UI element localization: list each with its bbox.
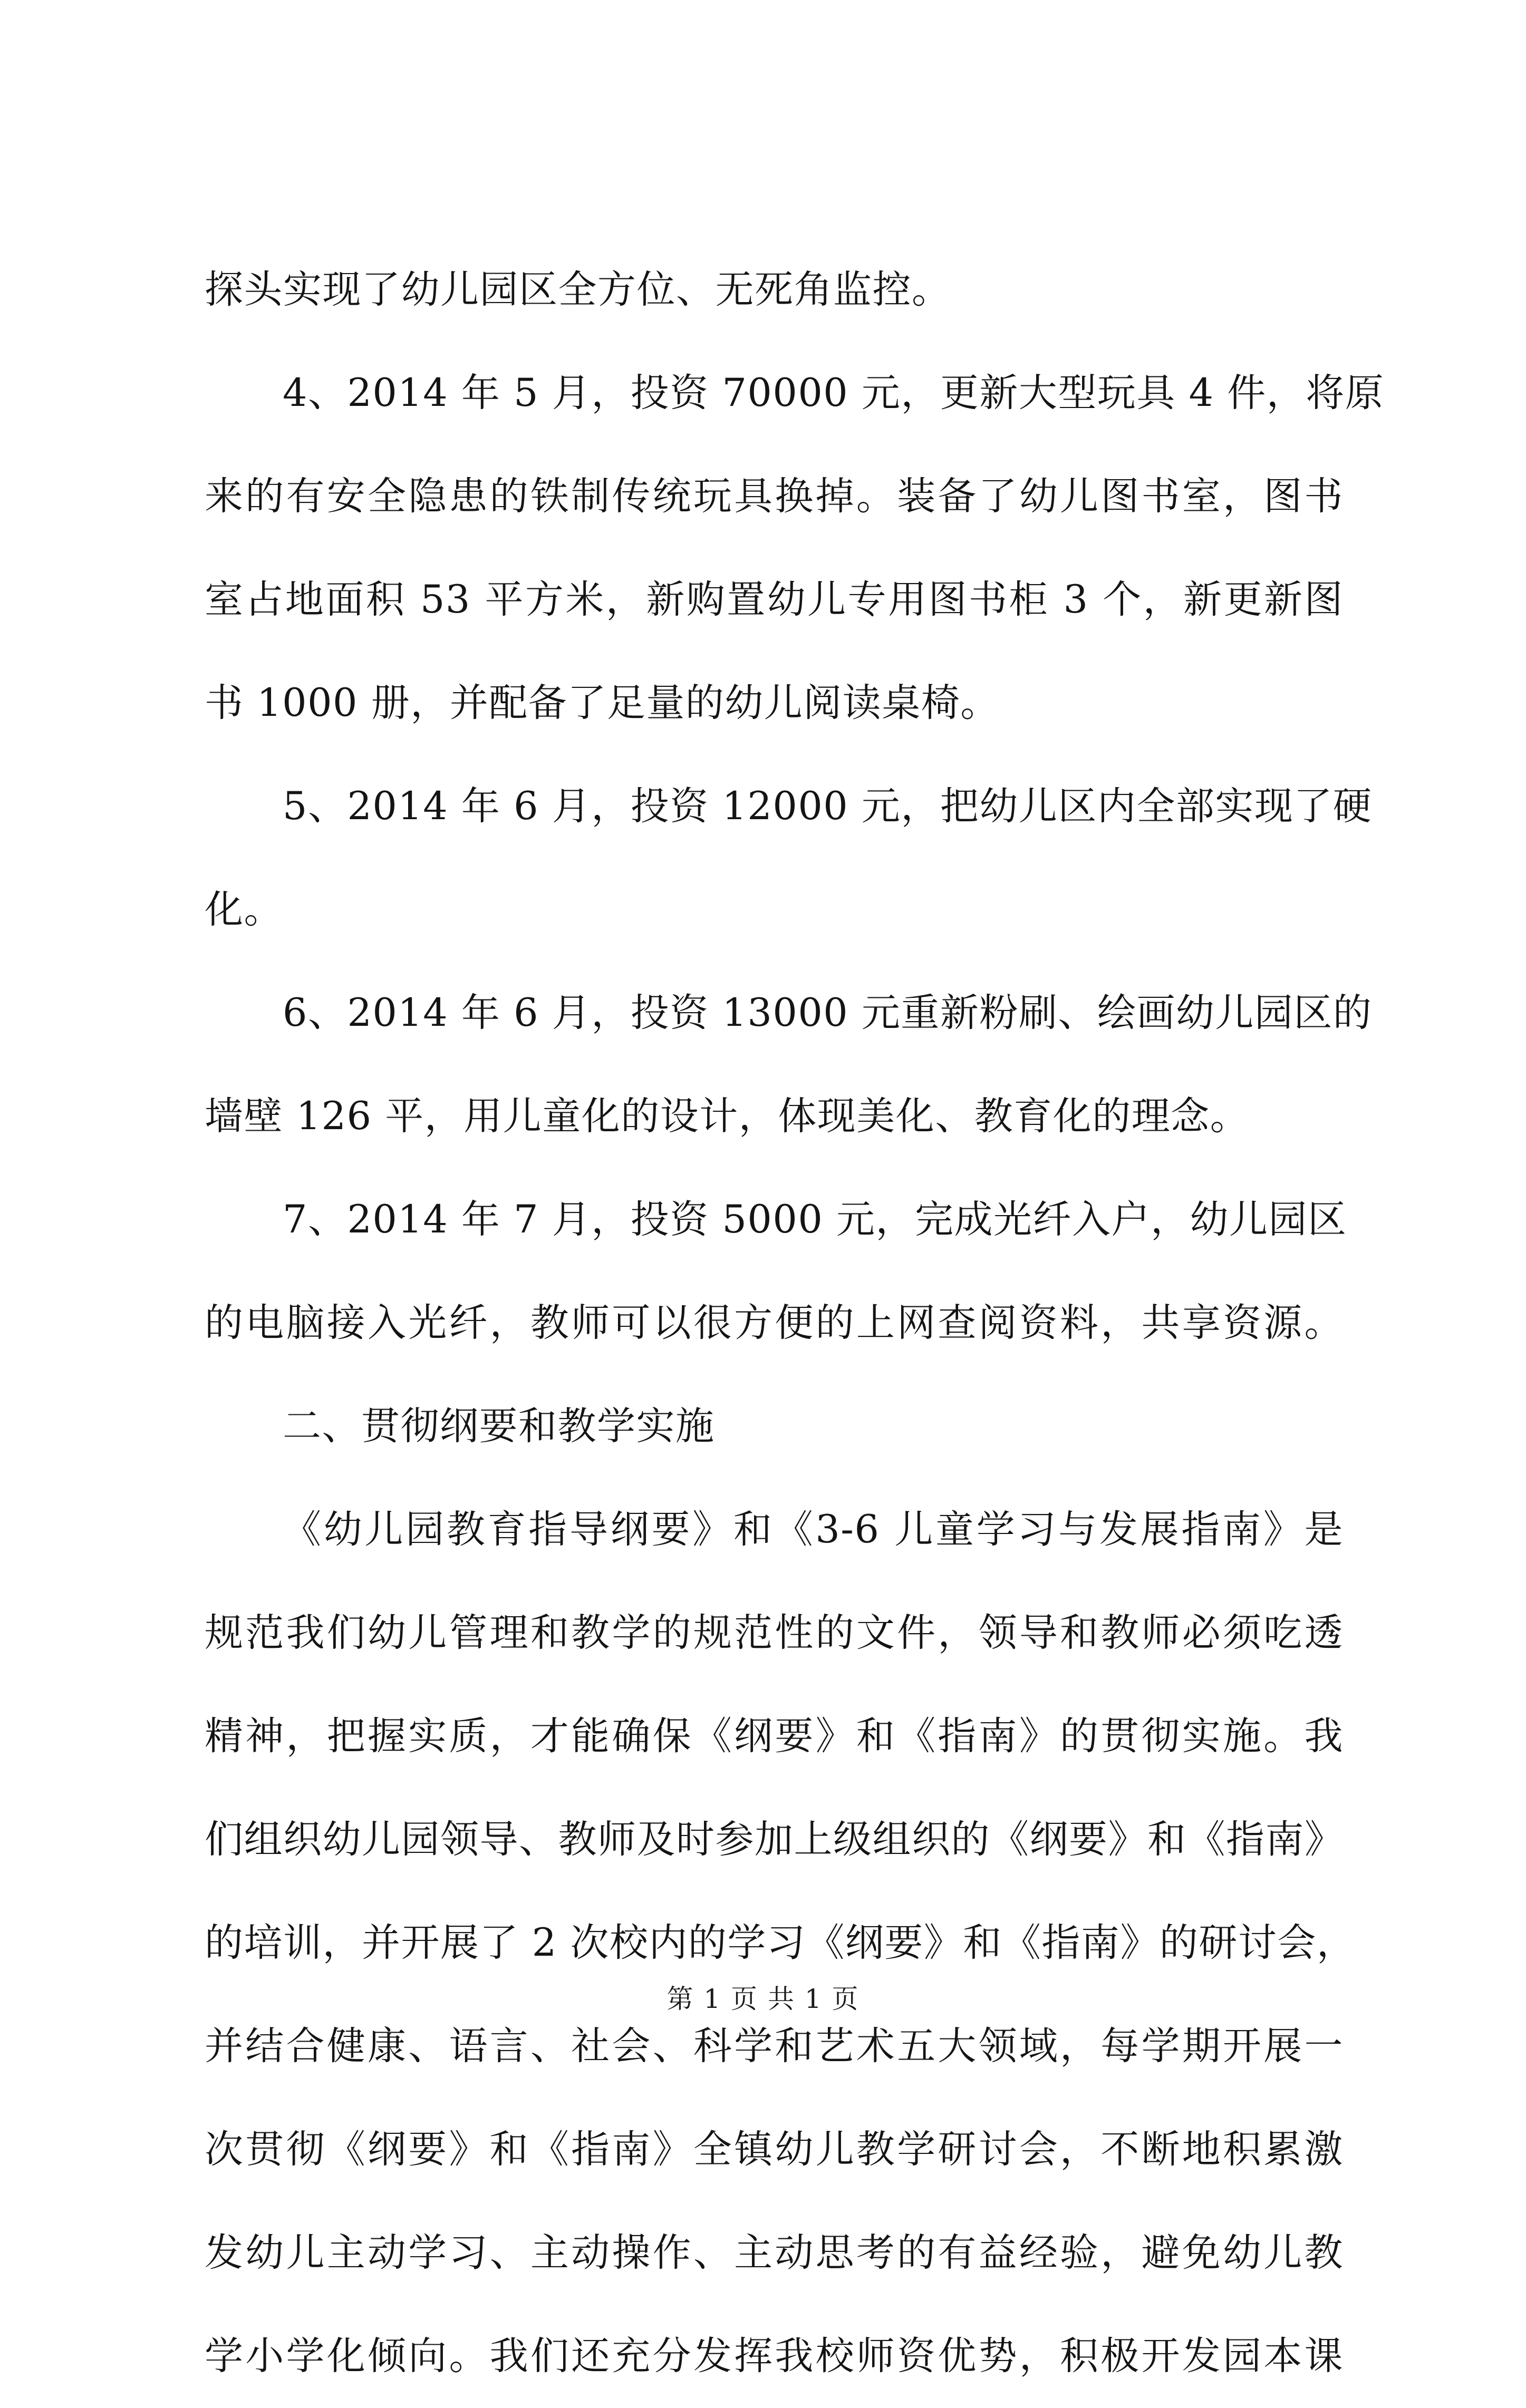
text-line: 的电脑接入光纤，教师可以很方便的上网查阅资料，共享资源。 xyxy=(205,1300,1344,1345)
text-line: 6、2014 年 6 月，投资 13000 元重新粉刷、绘画幼儿园区的 xyxy=(283,991,1373,1035)
text-line: 二、贯彻纲要和教学实施 xyxy=(283,1404,715,1449)
text-line: 室占地面积 53 平方米，新购置幼儿专用图书柜 3 个，新更新图 xyxy=(205,577,1344,622)
text-line: 的培训，并开展了 2 次校内的学习《纲要》和《指南》的研讨会， xyxy=(205,1920,1356,1965)
text-line: 《幼儿园教育指导纲要》和《3-6 儿童学习与发展指南》是 xyxy=(283,1507,1344,1552)
text-line: 次贯彻《纲要》和《指南》全镇幼儿教学研讨会，不断地积累激 xyxy=(205,2127,1344,2172)
text-line: 发幼儿主动学习、主动操作、主动思考的有益经验，避免幼儿教 xyxy=(205,2230,1344,2275)
text-line: 来的有安全隐患的铁制传统玩具换掉。装备了幼儿图书室，图书 xyxy=(205,474,1344,519)
text-line: 7、2014 年 7 月，投资 5000 元，完成光纤入户，幼儿园区 xyxy=(283,1197,1347,1242)
text-line: 书 1000 册，并配备了足量的幼儿阅读桌椅。 xyxy=(205,681,1000,725)
page-footer: 第 1 页 共 1 页 xyxy=(667,1984,859,2014)
text-line: 化。 xyxy=(205,887,283,932)
text-line: 4、2014 年 5 月，投资 70000 元，更新大型玩具 4 件，将原 xyxy=(283,371,1385,415)
text-line: 墙壁 126 平，用儿童化的设计，体现美化、教育化的理念。 xyxy=(205,1094,1250,1139)
text-line: 5、2014 年 6 月，投资 12000 元，把幼儿区内全部实现了硬 xyxy=(283,784,1373,829)
text-line: 精神，把握实质，才能确保《纲要》和《指南》的贯彻实施。我 xyxy=(205,1714,1344,1759)
text-line: 并结合健康、语言、社会、科学和艺术五大领域，每学期开展一 xyxy=(205,2024,1344,2069)
text-line: 探头实现了幼儿园区全方位、无死角监控。 xyxy=(205,267,951,312)
text-line: 规范我们幼儿管理和教学的规范性的文件，领导和教师必须吃透 xyxy=(205,1610,1344,1655)
text-line: 学小学化倾向。我们还充分发挥我校师资优势，积极开发园本课 xyxy=(205,2334,1344,2378)
body-text xyxy=(205,238,1385,2408)
text-line: 们组织幼儿园领导、教师及时参加上级组织的《纲要》和《指南》 xyxy=(205,1817,1344,1862)
